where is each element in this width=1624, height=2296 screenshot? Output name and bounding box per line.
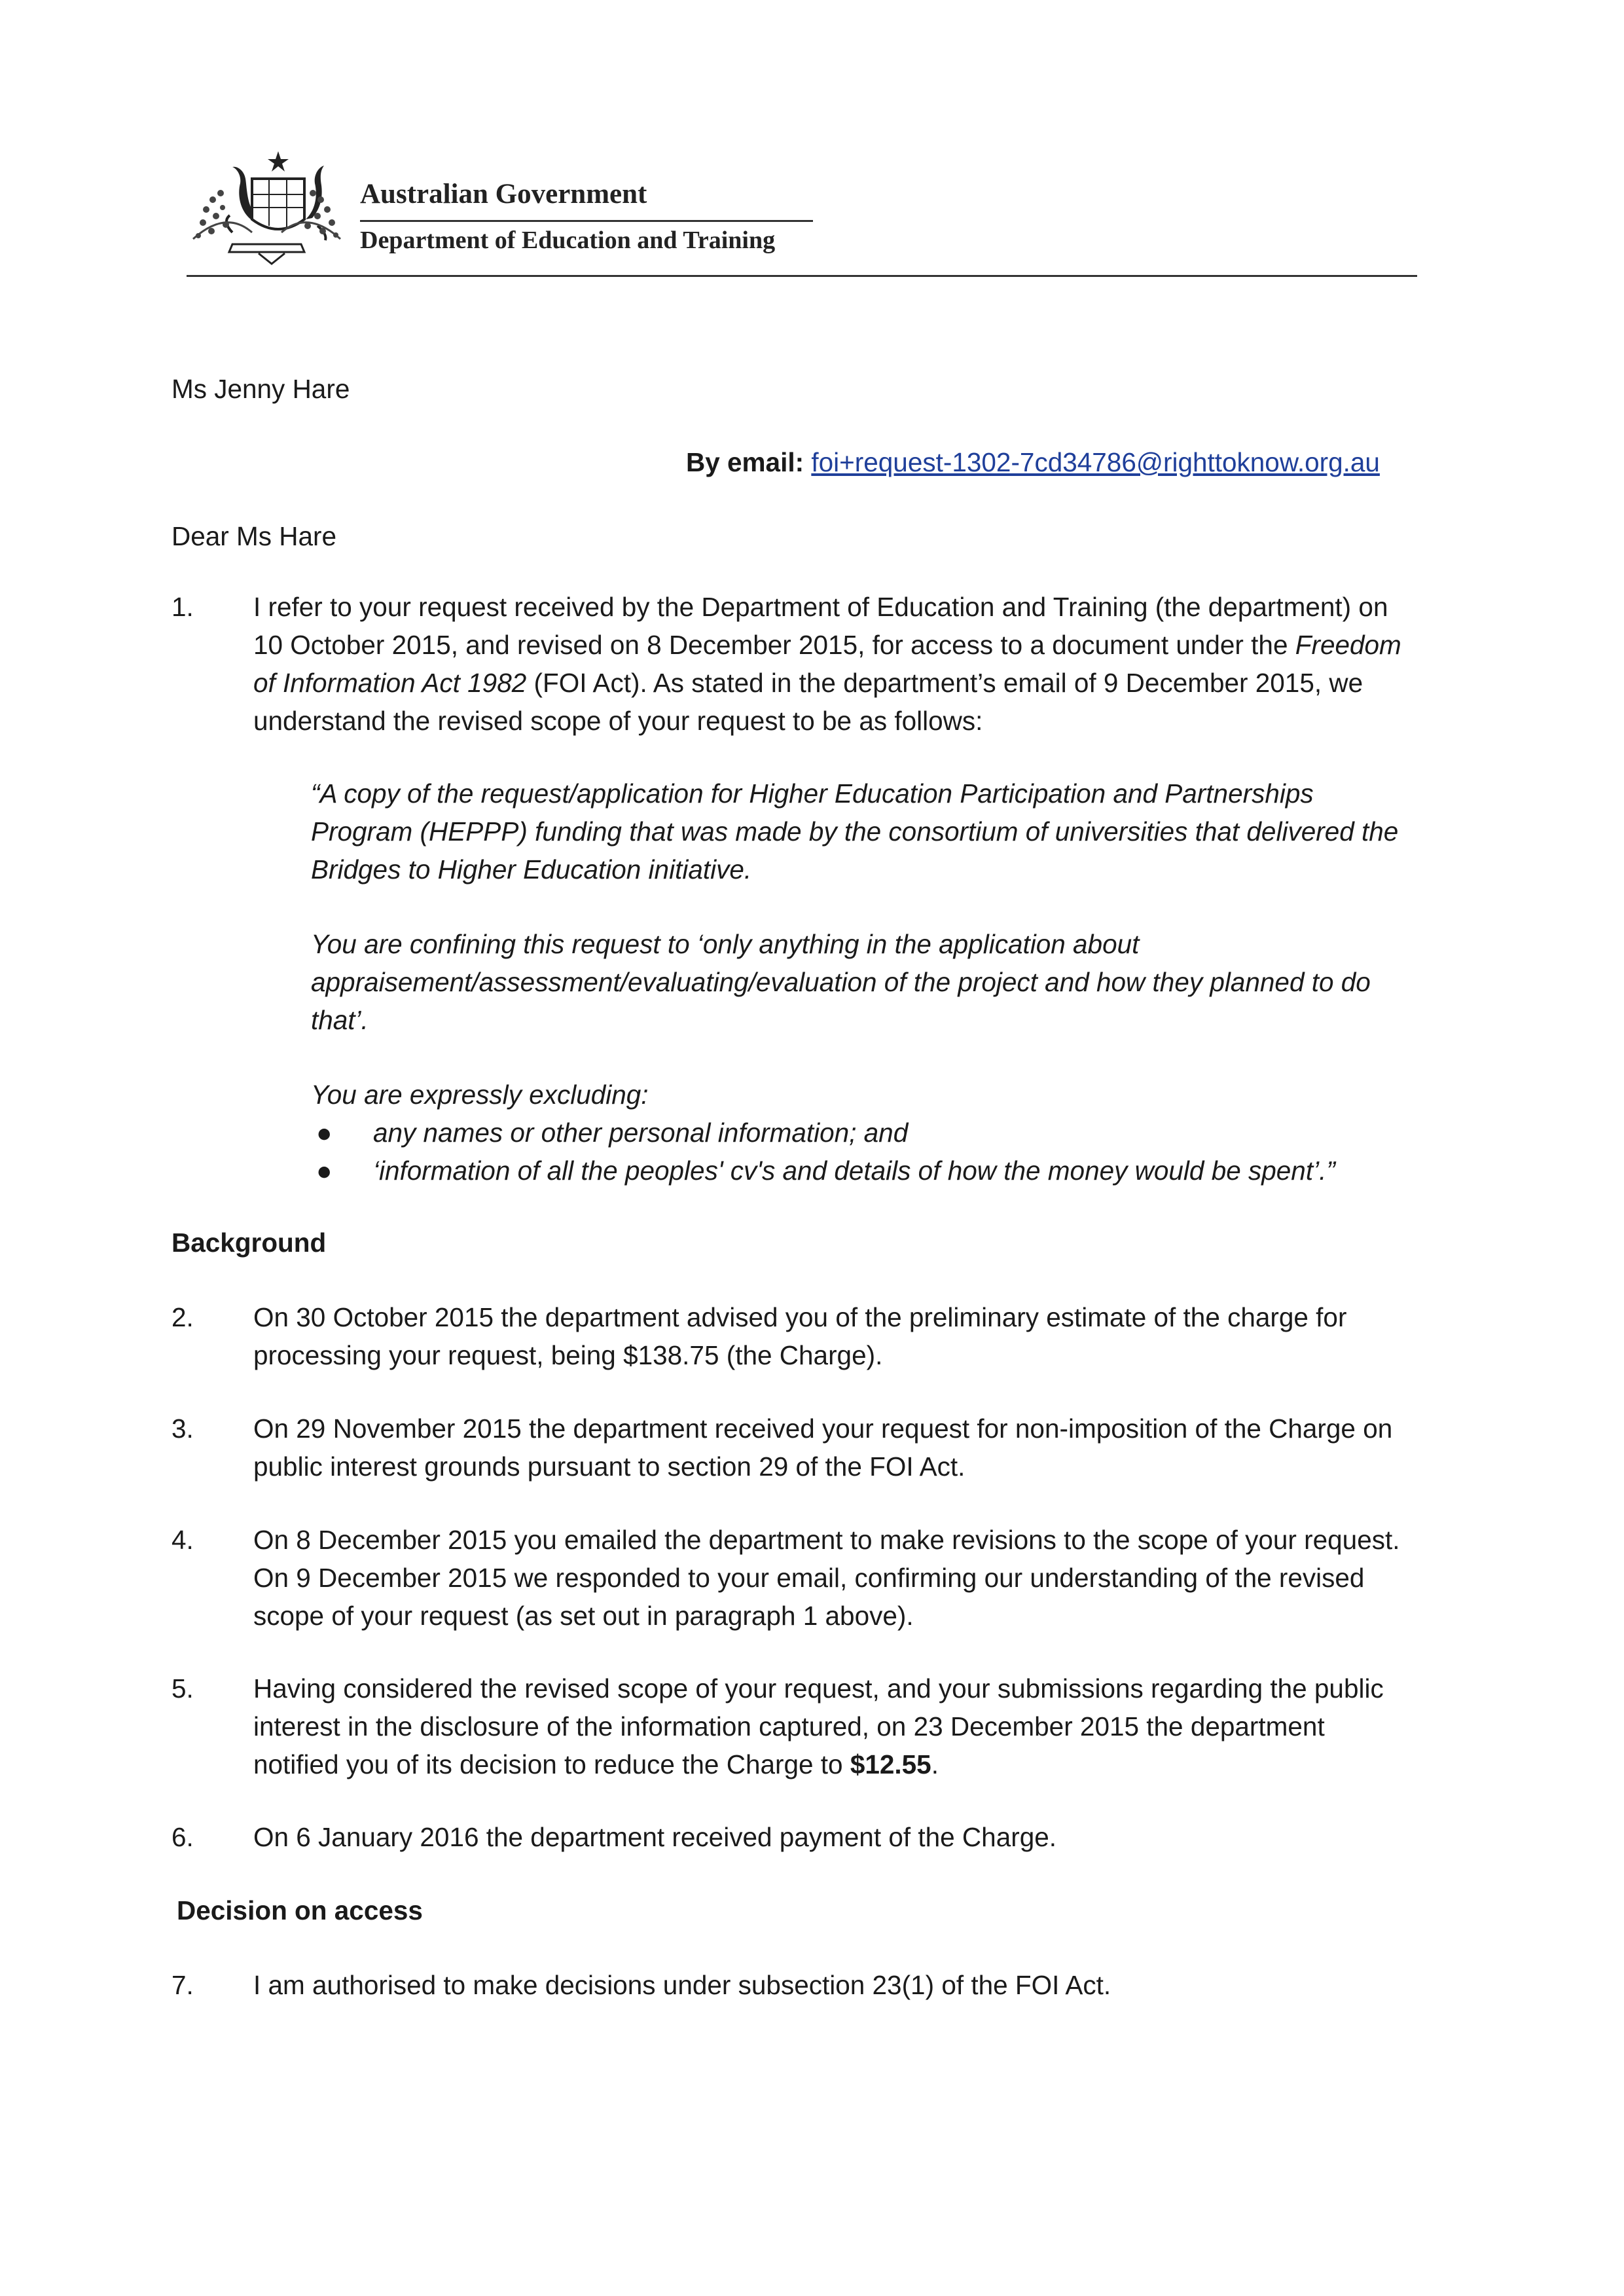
numbered-paragraph [171,1521,1415,1635]
salutation: Dear Ms Hare [171,521,337,551]
commonwealth-coat-of-arms-icon [187,147,347,268]
header-rule [187,275,1417,277]
act-title: Freedom of Information Act 1982 [253,630,1401,698]
government-name: Australian Government [360,179,647,210]
paragraph-text: On 29 November 2015 the department received your request for non-imposition of the Charge on public interest grounds pursuant to section 29 of the FOI Act. [253,1413,1393,1482]
paragraph-text: I am authorised to make decisions under subsection 23(1) of the FOI Act. [253,1970,1111,2000]
reduced-charge-amount: $12.55 [850,1749,931,1779]
list-item [311,1152,1417,1190]
paragraph-number: 4. [171,1525,194,1555]
by-email-line [686,443,1380,481]
numbered-paragraph [171,1410,1415,1485]
numbered-paragraph [171,1966,1415,2004]
paragraph-text-part: Having considered the revised scope of your request, and your submissions regarding the public interest in the disclosure of the information captured, on 23 December 2015 the department notified you of its decision to reduce the Charge to [253,1673,1384,1779]
quote-paragraph: You are expressly excluding: [311,1080,649,1110]
numbered-paragraph [171,1669,1415,1783]
paragraph-number: 2. [171,1302,194,1332]
paragraph-text-part: (FOI Act). As stated in the department’s email of 9 December 2015, we understand the revised scope of your request to be as follows: [253,668,1363,736]
paragraph-text-part: I refer to your request received by the Department of Education and Training (the department) on 10 October 2015, and revised on 8 December 2015, for access to a document under the [253,592,1388,660]
paragraph-number: 5. [171,1673,194,1704]
quote-paragraph: “A copy of the request/application for Higher Education Participation and Partnerships Program (HEPPP) funding that was made by the consortium of universities that delivered the Bridges to Higher Education initiative. [311,778,1399,884]
paragraph-text: On 8 December 2015 you emailed the department to make revisions to the scope of your request. On 9 December 2015 we responded to your email, confirming our understanding of the revised scope of your request (as set out in paragraph 1 above). [253,1525,1400,1631]
paragraph-text: On 6 January 2016 the department received payment of the Charge. [253,1822,1057,1852]
list-item-text: any names or other personal information; and [373,1118,909,1148]
bullet-icon: ● [316,1118,333,1148]
addressee-name: Ms Jenny Hare [171,374,350,404]
paragraph-text [253,588,1415,740]
quote-paragraph: You are confining this request to ‘only anything in the application about appraisement/assessment/evaluating/evaluation of the project and how they planned to do that’. [311,929,1371,1035]
numbered-paragraph [171,1298,1415,1374]
paragraph-number: 3. [171,1413,194,1444]
by-email-label: By email: [686,447,804,477]
paragraph-text: On 30 October 2015 the department advised you of the preliminary estimate of the charge for processing your request, being $138.75 (the Charge). [253,1302,1347,1370]
numbered-paragraph [171,588,1415,740]
request-scope-quote [311,774,1417,1190]
numbered-paragraph [171,1818,1415,1856]
section-heading-decision: Decision on access [177,1895,423,1925]
paragraph-number: 6. [171,1822,194,1852]
letterhead-divider [360,220,813,222]
paragraph-number: 1. [171,592,194,622]
list-item [311,1114,1417,1152]
department-name: Department of Education and Training [360,227,776,254]
bullet-icon: ● [316,1156,333,1186]
list-item-text: ‘information of all the peoples' cv's and details of how the money would be spent’.” [373,1156,1335,1186]
paragraph-number: 7. [171,1970,194,2000]
paragraph-text-part: . [931,1749,939,1779]
section-heading-background: Background [171,1228,327,1258]
email-address-link[interactable]: foi+request-1302-7cd34786@righttoknow.org.au [811,447,1380,477]
exclusions-list [311,1114,1417,1190]
paragraph-text [253,1669,1415,1783]
